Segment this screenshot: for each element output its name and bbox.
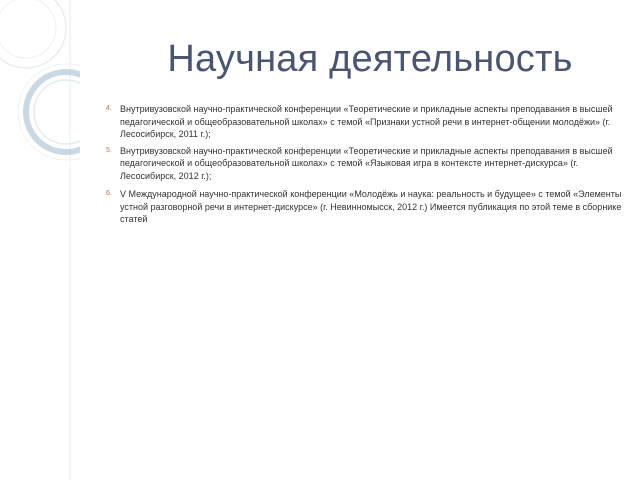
ring-top-inner bbox=[0, 0, 56, 58]
decorative-rings bbox=[0, 0, 80, 480]
list-item-text: Внутривузовской научно-практической конференции «Теоретические и прикладные аспекты преподавания в высшей педагогической и общеобразовательной школах» с темой «Языковая игра в контексте интернет-дискурса» (г. Лесосибирск, 2012 г.); bbox=[120, 145, 613, 181]
list-item bbox=[106, 103, 622, 141]
list-item-number: 5. bbox=[106, 146, 112, 154]
ring-top-outer bbox=[0, 0, 66, 68]
ring-middle-inner bbox=[34, 80, 80, 144]
list-item bbox=[106, 145, 622, 183]
slide-title: Научная деятельность bbox=[167, 38, 573, 80]
list-item-text: Внутривузовской научно-практической конференции «Теоретические и прикладные аспекты преподавания в высшей педагогической и общеобразовательной школах» с темой «Признаки устной речи в интернет-общении молодёжи» (г. Лесосибирск, 2011 г.); bbox=[120, 104, 613, 139]
list-item-text: V Международной научно-практической конференции «Молодёжь и наука: реальность и будущее» с темой «Элементы устной разговорной речи в интернет-дискурсе» (г. Невинномысск, 2012 г.) Имеется публикация по этой теме в сборнике статей bbox=[120, 189, 622, 224]
list-item-number: 4. bbox=[106, 105, 112, 112]
conference-list bbox=[106, 103, 622, 230]
list-item bbox=[106, 188, 622, 226]
list-item-number: 6. bbox=[106, 190, 112, 197]
